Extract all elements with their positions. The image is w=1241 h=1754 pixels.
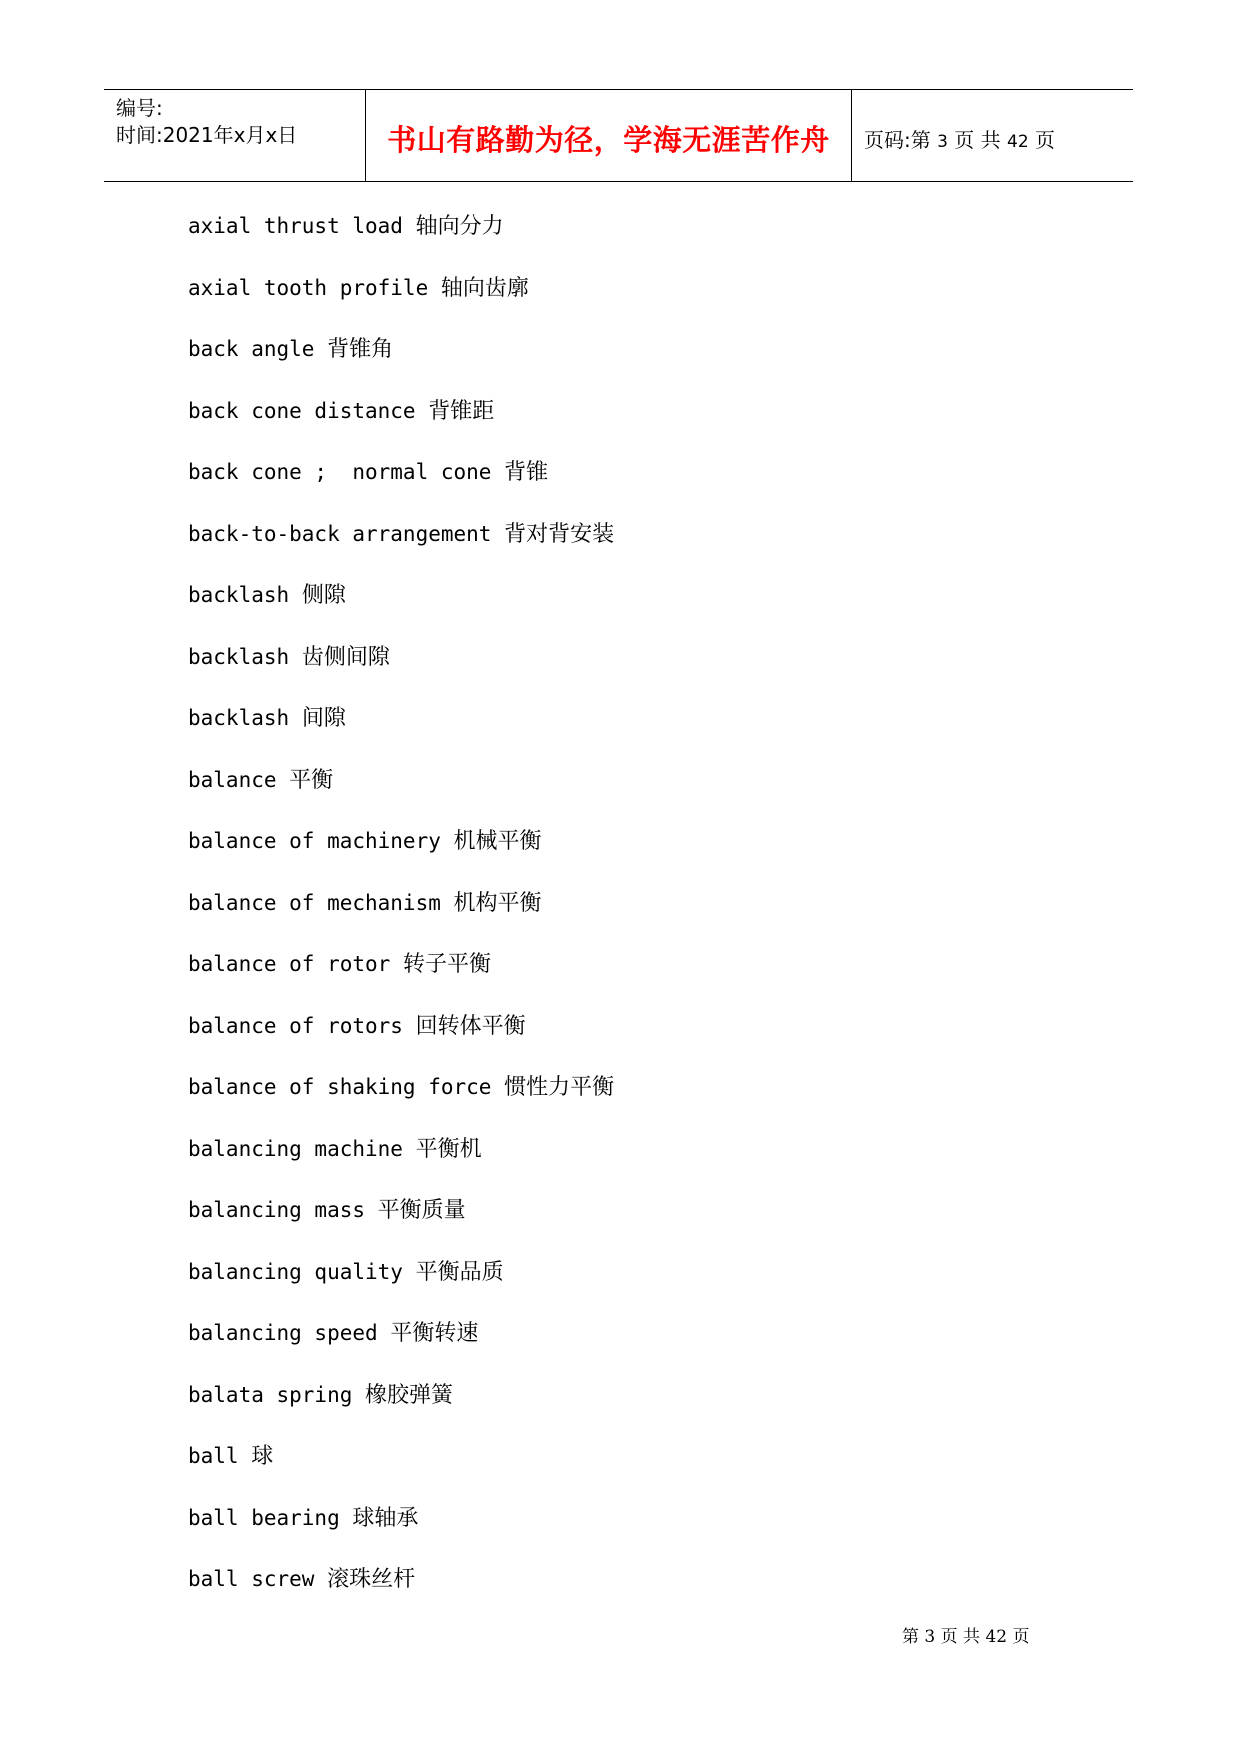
glossary-entry (188, 208, 614, 270)
entry-term-zh: 平衡品质 (415, 1259, 504, 1285)
page-label-prefix: 页码:第 (864, 128, 931, 152)
entry-term-en: back cone distance (188, 398, 416, 423)
entry-term-en: ball screw (188, 1567, 315, 1591)
doc-time: 时间:2021年x月x日 (116, 123, 298, 147)
entry-term-en: balancing quality (188, 1259, 403, 1284)
glossary-entry (188, 1131, 614, 1193)
glossary-entry (188, 1500, 614, 1562)
entry-term-en: balance of mechanism (188, 890, 441, 915)
entry-term-en: backlash (188, 706, 290, 730)
motto: 书山有路勤为径，学海无涯苦作舟 (387, 123, 830, 157)
footer-mid: 页 共 (940, 1627, 981, 1647)
glossary-entry (188, 1438, 614, 1500)
entry-term-en: axial tooth profile (188, 275, 429, 300)
glossary-entry (188, 823, 614, 885)
glossary-entry (188, 885, 614, 947)
entry-term-zh: 惯性力平衡 (504, 1075, 615, 1100)
entry-term-zh: 平衡 (289, 767, 334, 793)
glossary-entry (188, 762, 614, 824)
entry-term-en: balata spring (188, 1382, 353, 1407)
page-current: 3 (937, 132, 948, 152)
glossary-entry (188, 270, 614, 332)
glossary-entry (188, 1377, 614, 1439)
header-info-cell (104, 90, 366, 181)
page-footer (902, 1622, 1030, 1647)
page-label-mid: 页 共 (954, 128, 1001, 152)
entry-term-zh: 轴向分力 (415, 214, 504, 239)
entry-term-en: balance of machinery (188, 829, 441, 853)
footer-current: 3 (924, 1627, 936, 1647)
entry-term-zh: 背锥角 (327, 337, 394, 362)
entry-term-zh: 球轴承 (352, 1505, 419, 1531)
glossary-entry (188, 331, 614, 393)
glossary-entry (188, 1315, 614, 1377)
glossary-list (188, 208, 614, 1623)
entry-term-zh: 球 (251, 1444, 274, 1469)
entry-term-en: balancing machine (188, 1136, 403, 1161)
footer-suffix: 页 (1012, 1627, 1030, 1647)
entry-term-zh: 机械平衡 (453, 829, 542, 854)
entry-term-en: balance of shaking force (188, 1075, 492, 1099)
entry-term-zh: 平衡质量 (377, 1198, 466, 1223)
entry-term-zh: 间隙 (301, 706, 346, 731)
entry-term-en: balance of rotor (188, 952, 391, 976)
entry-term-zh: 滚珠丝杆 (327, 1567, 416, 1592)
header-motto-cell (366, 90, 852, 181)
entry-term-zh: 平衡机 (415, 1136, 482, 1162)
glossary-entry (188, 1192, 614, 1254)
glossary-entry (188, 516, 614, 578)
glossary-entry (188, 393, 614, 455)
entry-term-en: balancing speed (188, 1321, 378, 1345)
entry-term-en: backlash (188, 644, 290, 669)
entry-term-zh: 背锥 (504, 460, 549, 485)
entry-term-zh: 转子平衡 (402, 952, 491, 977)
glossary-entry (188, 1254, 614, 1316)
glossary-entry (188, 577, 614, 639)
entry-term-zh: 平衡转速 (390, 1321, 479, 1346)
entry-term-en: backlash (188, 583, 290, 607)
entry-term-zh: 齿侧间隙 (301, 644, 390, 670)
entry-term-en: back angle (188, 337, 315, 361)
entry-term-zh: 橡胶弹簧 (365, 1382, 454, 1408)
page-header (104, 89, 1133, 182)
page-label-suffix: 页 (1035, 128, 1056, 152)
glossary-entry (188, 946, 614, 1008)
glossary-entry (188, 1561, 614, 1623)
entry-term-en: back cone ; normal cone (188, 460, 492, 484)
entry-term-zh: 背对背安装 (504, 521, 615, 547)
doc-number-label: 编号: (116, 96, 163, 120)
entry-term-en: balance (188, 767, 277, 792)
entry-term-zh: 机构平衡 (453, 890, 542, 916)
footer-total: 42 (985, 1627, 1008, 1647)
entry-term-en: balance of rotors (188, 1013, 403, 1038)
glossary-entry (188, 700, 614, 762)
entry-term-zh: 回转体平衡 (415, 1013, 526, 1039)
entry-term-en: axial thrust load (188, 214, 403, 238)
entry-term-zh: 侧隙 (301, 583, 346, 608)
glossary-entry (188, 639, 614, 701)
entry-term-zh: 轴向齿廓 (440, 275, 529, 301)
glossary-entry (188, 1069, 614, 1131)
glossary-entry (188, 1008, 614, 1070)
entry-term-en: ball bearing (188, 1505, 340, 1530)
entry-term-en: balancing mass (188, 1198, 366, 1222)
header-page-cell (852, 90, 1133, 181)
entry-term-en: ball (188, 1444, 239, 1468)
page-total: 42 (1007, 132, 1029, 152)
entry-term-en: back-to-back arrangement (188, 521, 492, 546)
glossary-entry (188, 454, 614, 516)
entry-term-zh: 背锥距 (428, 398, 495, 424)
footer-prefix: 第 (902, 1627, 919, 1647)
header-page-number (864, 124, 1055, 153)
